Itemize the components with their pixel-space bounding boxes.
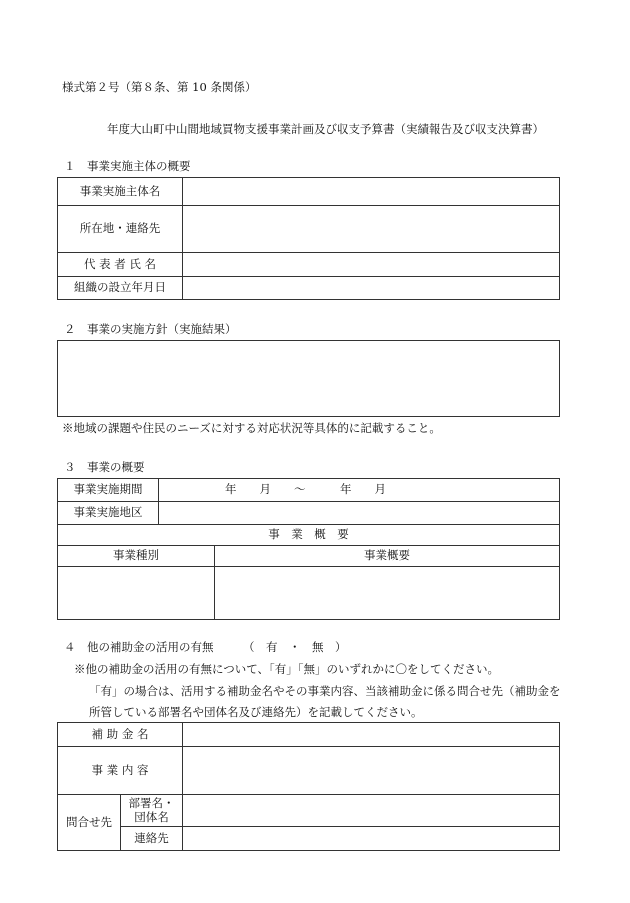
table-row — [58, 525, 560, 546]
content-label: 事 業 内 容 — [58, 747, 183, 795]
policy-field[interactable] — [58, 341, 560, 417]
overview-header: 事 業 概 要 — [58, 525, 560, 546]
table-row — [58, 827, 560, 851]
org-name-field[interactable] — [183, 178, 560, 206]
dept-label-line1: 部署名・ — [128, 796, 175, 811]
section4-note-3: 所管している部署名や団体名及び連絡先）を記載してください。 — [89, 705, 423, 719]
table-row — [58, 546, 560, 567]
section4-heading: ４ 他の補助金の活用の有無 — [64, 640, 214, 654]
type-field[interactable] — [58, 567, 215, 620]
section4-note-1: ※他の補助金の活用の有無について、「有」「無」のいずれかに〇をしてください。 — [74, 662, 500, 676]
representative-field[interactable] — [183, 253, 560, 277]
table-row — [58, 479, 560, 502]
subsidy-name-field[interactable] — [183, 723, 560, 747]
document-title: 年度大山町中山間地域買物支援事業計画及び収支予算書（実績報告及び収支決算書） — [107, 122, 544, 136]
table-row — [58, 277, 560, 300]
section2-heading: ２ 事業の実施方針（実施結果） — [64, 322, 237, 336]
section2-note: ※地域の課題や住民のニーズに対する対応状況等具体的に記載すること。 — [62, 421, 441, 435]
period-label: 事業実施期間 — [58, 479, 159, 502]
section4-note-2: 「有」の場合は、活用する補助金名やその事業内容、当該補助金に係る問合せ先（補助金を — [89, 684, 561, 698]
period-field[interactable] — [159, 479, 560, 502]
org-name-label: 事業実施主体名 — [58, 178, 183, 206]
established-date-field[interactable] — [183, 277, 560, 300]
address-label: 所在地・連絡先 — [58, 206, 183, 253]
address-field[interactable] — [183, 206, 560, 253]
period-value: 年 月 ～ 年 月 — [225, 482, 386, 497]
subsidy-name-label: 補 助 金 名 — [58, 723, 183, 747]
table-row — [58, 723, 560, 747]
contact-label: 問合せ先 — [58, 795, 121, 851]
table-row — [58, 253, 560, 277]
dept-label-line2: 団体名 — [134, 809, 169, 824]
content-field[interactable] — [183, 747, 560, 795]
area-label: 事業実施地区 — [58, 502, 159, 525]
form-number: 様式第２号（第８条、第 10 条関係） — [62, 80, 257, 94]
phone-field[interactable] — [183, 827, 560, 851]
subsidy-table — [57, 722, 560, 851]
policy-table — [57, 340, 560, 417]
section1-heading: １ 事業実施主体の概要 — [64, 159, 191, 173]
organization-table — [57, 177, 560, 300]
area-field[interactable] — [159, 502, 560, 525]
overview-table-top — [57, 478, 560, 525]
table-row — [58, 747, 560, 795]
established-date-label: 組織の設立年月日 — [58, 277, 183, 300]
table-row — [58, 795, 560, 827]
overview-field[interactable] — [215, 567, 560, 620]
table-row — [58, 502, 560, 525]
table-row — [58, 178, 560, 206]
overview-table — [57, 524, 560, 620]
representative-label: 代 表 者 氏 名 — [58, 253, 183, 277]
dept-field[interactable] — [183, 795, 560, 827]
section3-heading: ３ 事業の概要 — [64, 460, 145, 474]
subsidy-choice[interactable]: （ 有 ・ 無 ） — [243, 640, 347, 654]
dept-label — [121, 795, 183, 827]
phone-label: 連絡先 — [121, 827, 183, 851]
type-column-header: 事業種別 — [58, 546, 215, 567]
overview-column-header: 事業概要 — [215, 546, 560, 567]
table-row — [58, 206, 560, 253]
table-row — [58, 567, 560, 620]
